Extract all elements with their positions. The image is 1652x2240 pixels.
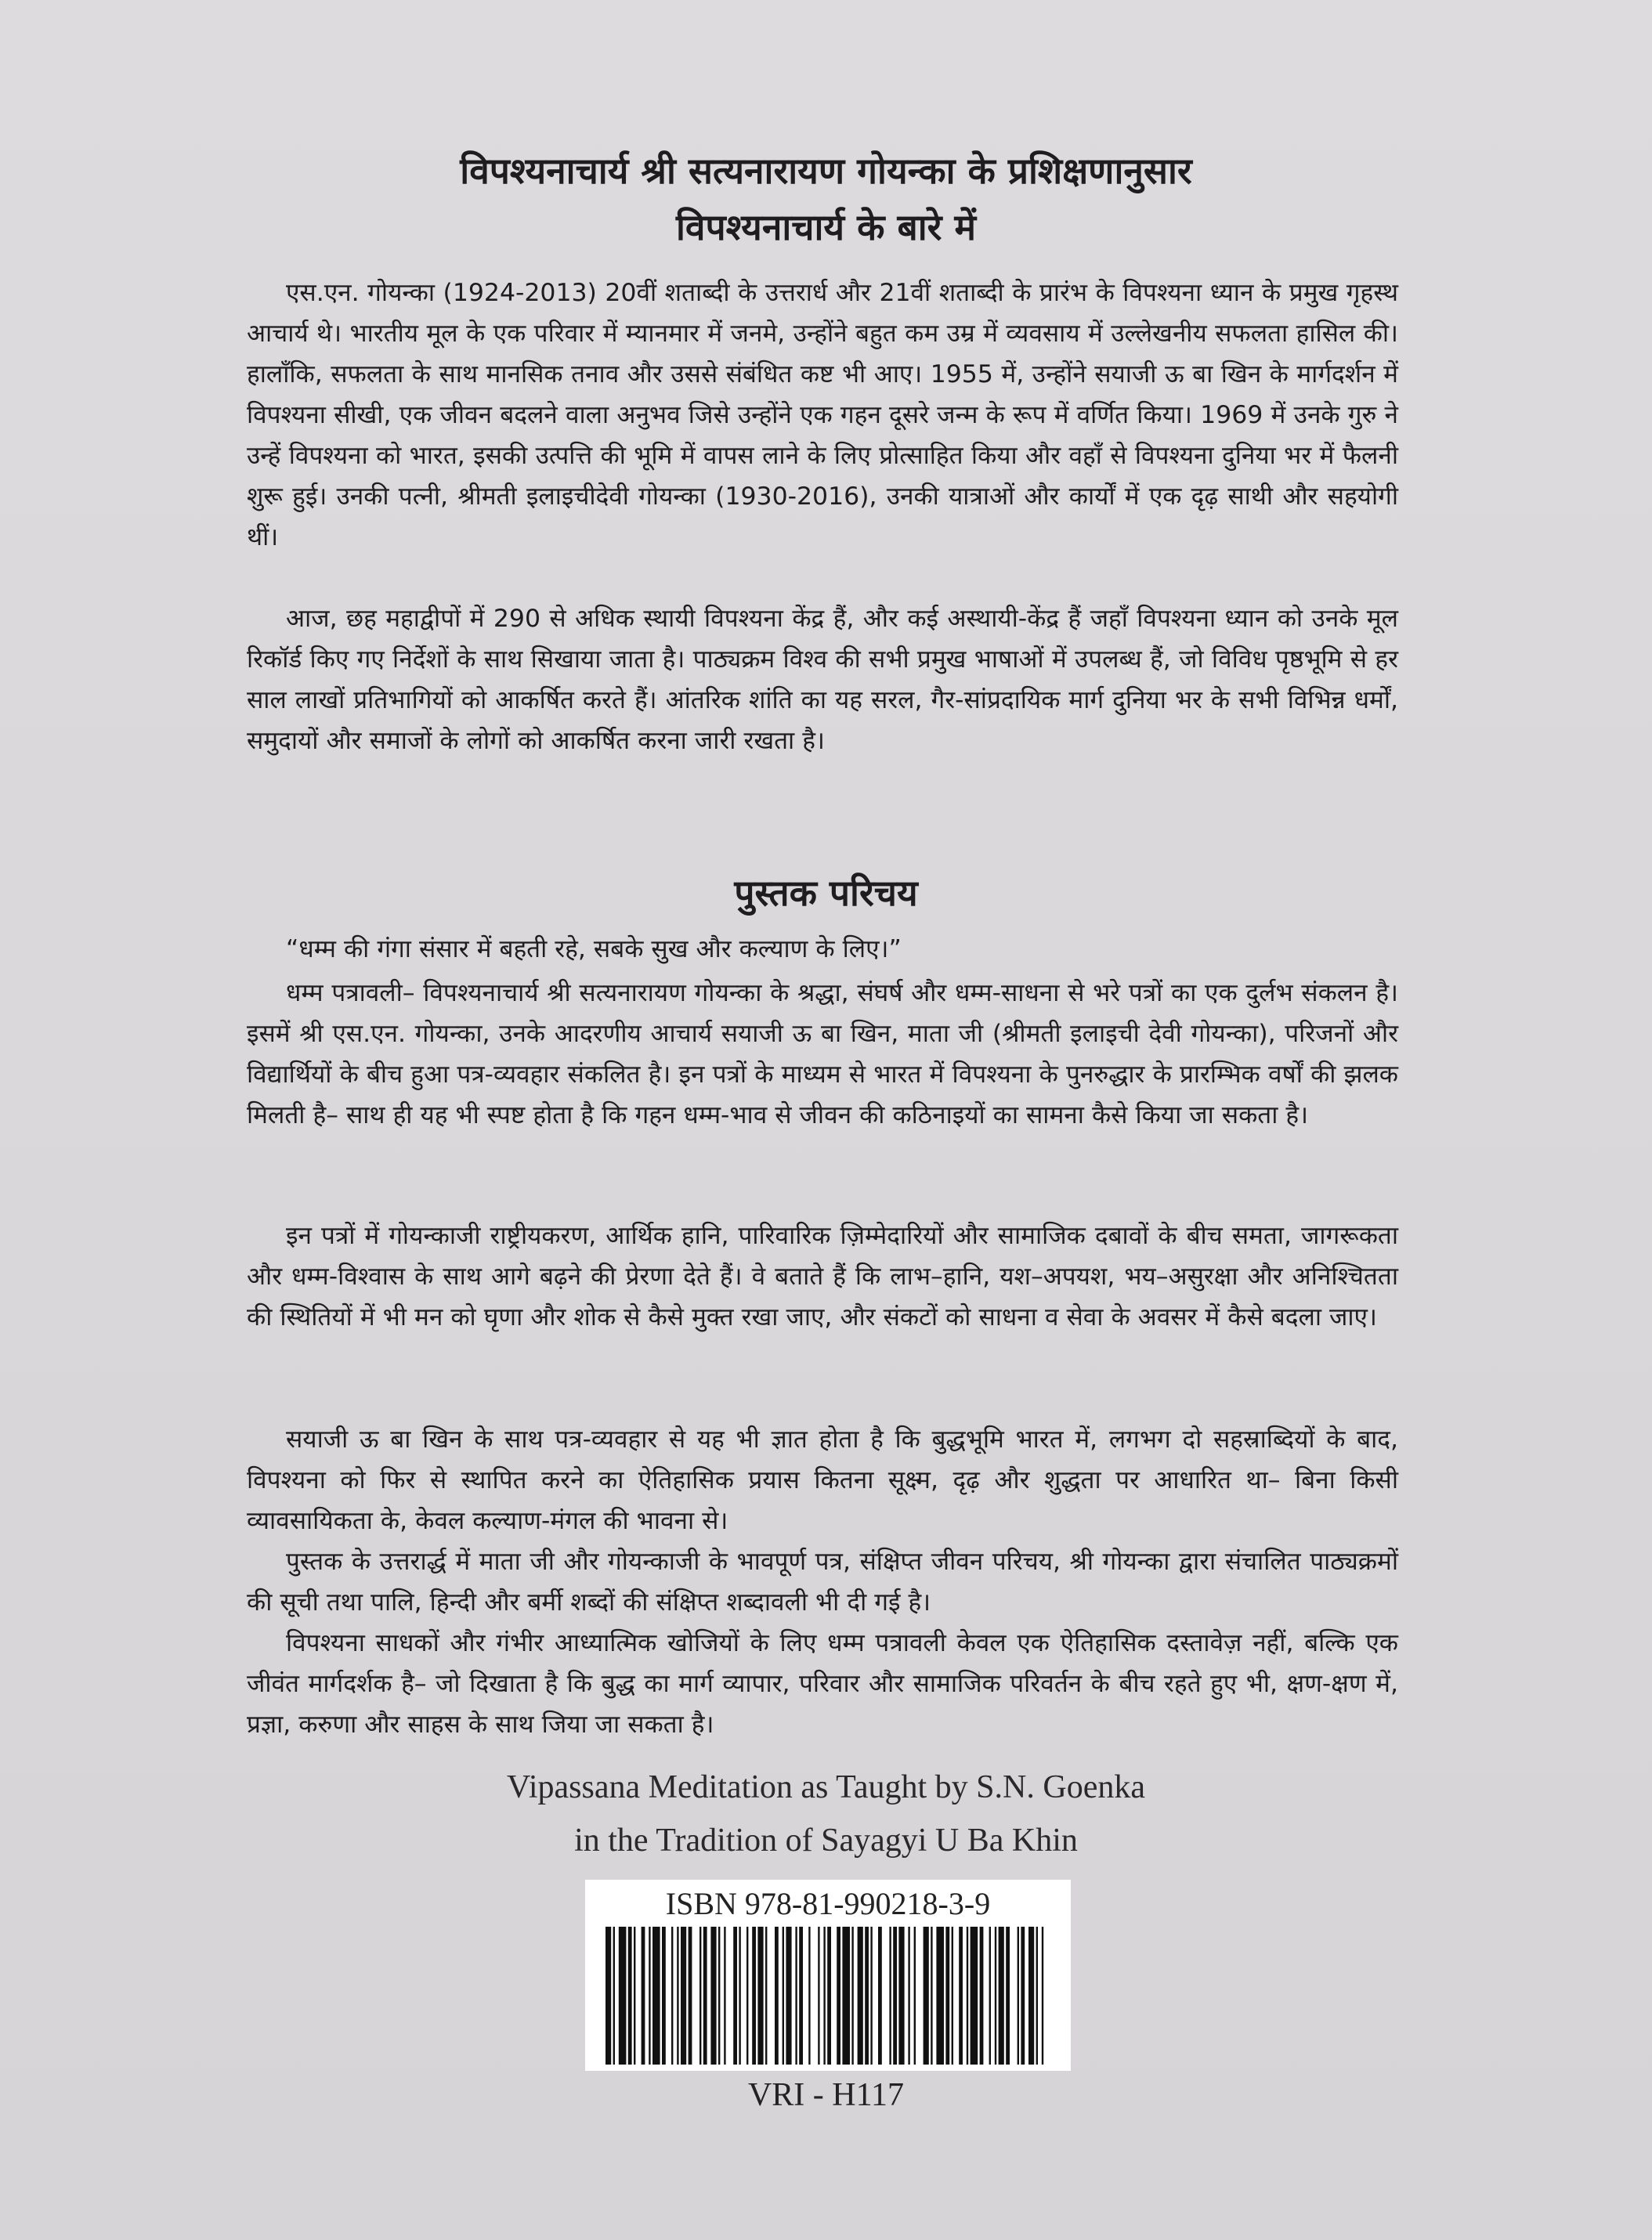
barcode-bar	[689, 1927, 692, 2065]
barcode-bar	[995, 1927, 996, 2065]
barcode-bar	[739, 1927, 740, 2065]
cover-title-line-1: विपश्यनाचार्य श्री सत्यनारायण गोयन्का के प्रशिक्षणानुसार	[460, 150, 1192, 192]
about-author-heading: विपश्यनाचार्य के बारे में	[676, 206, 976, 248]
about-paragraph-1: एस.एन. गोयन्का (1924-2013) 20वीं शताब्दी के उत्तरार्ध और 21वीं शताब्दी के प्रारंभ के विपश्यना ध्यान के प्रमुख गृहस्थ आचार्य थे। भारतीय मूल के एक परिवार में म्यानमार में जनमे, उन्होंने बहुत कम उम्र में व्यवसाय में उल्लेखनीय सफलता हासिल की। हालाँकि, सफलता के साथ मानसिक तनाव और उससे संबंधित कष्ट भी आए। 1955 में, उन्होंने सयाजी ऊ बा खिन के मार्गदर्शन में विपश्यना सीखी, एक जीवन बदलने वाला अनुभव जिसे उन्होंने एक गहन दूसरे जन्म के रूप में वर्णित किया। 1969 में उनके गुरु ने उन्हें विपश्यना को भारत, इसकी उत्पत्ति की भूमि में वापस लाने के लिए प्रोत्साहित किया और वहाँ से विपश्यना दुनिया भर में फैलनी शुरू हुई। उनकी पत्नी, श्रीमती इलाइचीदेवी गोयन्का (1930-2016), उनकी यात्राओं और कार्यों में एक दृढ़ साथी और सहयोगी थीं।	[247, 279, 1398, 551]
barcode-bar	[677, 1927, 678, 2065]
barcode-bar	[842, 1927, 850, 2065]
barcode-bar	[967, 1927, 968, 2065]
about-paragraph-2: आज, छह महाद्वीपों में 290 से अधिक स्थायी विपश्यना केंद्र हैं, और कई अस्थायी-केंद्र हैं जहाँ विपश्यना ध्यान को उनके मूल रिकॉर्ड किए गए निर्देशों के साथ सिखाया जाता है। पाठ्यक्रम विश्व की सभी प्रमुख भाषाओं में उपलब्ध हैं, जो विविध पृष्ठभूमि से हर साल लाखों प्रतिभागियों को आकर्षित करते हैं। आंतरिक शांति का यह सरल, गैर-सांप्रदायिक मार्ग दुनिया भर के सभी विभिन्न धर्मों, समुदायों और समाजों के लोगों को आकर्षित करना जारी रखता है।	[247, 605, 1398, 755]
book-paragraph-4: पुस्तक के उत्तरार्द्ध में माता जी और गोयन्काजी के भावपूर्ण पत्र, संक्षिप्त जीवन परिचय, श्री गोयन्का द्वारा संचालित पाठ्यक्रमों की सूची तथा पालि, हिन्दी और बर्मी शब्दों की संक्षिप्त शब्दावली भी दी गई है।	[247, 1548, 1398, 1617]
barcode-bar	[1018, 1927, 1019, 2065]
barcode-bar	[649, 1927, 650, 2065]
barcode-bar	[952, 1927, 953, 2065]
english-tagline-line-2: in the Tradition of Sayagyi U Ba Khin	[574, 1823, 1078, 1859]
barcode-bar	[989, 1927, 991, 2065]
barcode-bar	[818, 1927, 819, 2065]
barcode-bar	[936, 1927, 944, 2065]
barcode-bar	[642, 1927, 645, 2065]
barcode-bar	[1006, 1927, 1010, 2065]
barcode-bar	[628, 1927, 632, 2065]
barcode-bar	[703, 1927, 707, 2065]
book-paragraph-2: इन पत्रों में गोयन्काजी राष्ट्रीयकरण, आर्थिक हानि, पारिवारिक ज़िम्मेदारियों और सामाजिक दबावों के बीच समता, जागरूकता और धम्म-विश्वास के साथ आगे बढ़ने की प्रेरणा देते हैं। वे बताते हैं कि लाभ–हानि, यश–अपयश, भय–असुरक्षा और अनिश्चितता की स्थितियों में भी मन को घृणा और शोक से कैसे मुक्त रखा जाए, और संकटों को साधना व सेवा के अवसर में कैसे बदला जाए।	[247, 1222, 1398, 1331]
barcode-bar	[1028, 1927, 1034, 2065]
barcode-bar	[699, 1927, 701, 2065]
barcode-bar	[724, 1927, 725, 2065]
barcode-bar	[870, 1927, 872, 2065]
barcode-bar	[662, 1927, 666, 2065]
barcode-bar	[765, 1927, 767, 2065]
barcode-bar	[733, 1927, 737, 2065]
barcode-bar	[783, 1927, 784, 2065]
barcode-bar	[865, 1927, 869, 2065]
barcode-bar	[718, 1927, 720, 2065]
barcode-bar	[1042, 1927, 1043, 2065]
barcode-bar	[671, 1927, 673, 2065]
isbn-barcode-label	[585, 1880, 1071, 2071]
barcode-bar	[914, 1927, 916, 2065]
barcode-bar	[799, 1927, 803, 2065]
barcode-bar	[878, 1927, 882, 2065]
barcode-bar	[786, 1927, 791, 2065]
barcode-bar	[613, 1927, 615, 2065]
barcode-bar	[652, 1927, 660, 2065]
barcode-bar	[971, 1927, 978, 2065]
barcode-bar	[605, 1927, 611, 2065]
barcode-bar	[893, 1927, 897, 2065]
barcode-bar	[980, 1927, 984, 2065]
barcode-bar	[757, 1927, 763, 2065]
barcode-bar	[752, 1927, 756, 2065]
barcode-bar	[889, 1927, 891, 2065]
barcode-bar	[619, 1927, 627, 2065]
barcode-bar	[681, 1927, 686, 2065]
barcode-bar	[924, 1927, 929, 2065]
barcode-graphic	[601, 1927, 1055, 2065]
barcode-bar	[898, 1927, 904, 2065]
barcode-bar	[1036, 1927, 1038, 2065]
barcode-bar	[795, 1927, 797, 2065]
barcode-bar	[858, 1927, 863, 2065]
barcode-bar	[837, 1927, 840, 2065]
barcode-bar	[823, 1927, 825, 2065]
book-quote: “धम्म की गंगा संसार में बहती रहे, सबके सुख और कल्याण के लिए।”	[286, 935, 902, 963]
book-paragraph-5: विपश्यना साधकों और गंभीर आध्यात्मिक खोजियों के लिए धम्म पत्रावली केवल एक ऐतिहासिक दस्तावेज़ नहीं, बल्कि एक जीवंत मार्गदर्शक है– जो दिखाता है कि बुद्ध का मार्ग व्यापार, परिवार और सामाजिक परिवर्तन के बीच रहते हुए भी, क्षण-क्षण में, प्रज्ञा, करुणा और साहस के साथ जिया जा सकता है।	[247, 1629, 1398, 1739]
barcode-bar	[634, 1927, 635, 2065]
barcode-bar	[908, 1927, 909, 2065]
barcode-bar	[746, 1927, 748, 2065]
book-intro-heading: पुस्तक परिचय	[734, 872, 918, 914]
barcode-bar	[851, 1927, 853, 2065]
barcode-bar	[808, 1927, 810, 2065]
english-tagline-line-1: Vipassana Meditation as Taught by S.N. Goenka	[507, 1769, 1145, 1805]
barcode-bar	[959, 1927, 963, 2065]
isbn-number: ISBN 978-81-990218-3-9	[665, 1886, 991, 1921]
barcode-bar	[931, 1927, 932, 2065]
barcode-bar	[945, 1927, 949, 2065]
barcode-bar	[1021, 1927, 1025, 2065]
barcode-bar	[827, 1927, 831, 2065]
barcode-bar	[710, 1927, 716, 2065]
publisher-code: VRI - H117	[747, 2077, 905, 2113]
barcode-bar	[775, 1927, 779, 2065]
book-paragraph-1: धम्म पत्रावली– विपश्यनाचार्य श्री सत्यनारायण गोयन्का के श्रद्धा, संघर्ष और धम्म-साधना से भरे पत्रों का एक दुर्लभ संकलन है। इसमें श्री एस.एन. गोयन्का, उनके आदरणीय आचार्य सयाजी ऊ बा खिन, माता जी (श्रीमती इलाइची देवी गोयन्का), परिजनों और विद्यार्थियों के बीच हुआ पत्र-व्यवहार संकलित है। इन पत्रों के माध्यम से भारत में विपश्यना के पुनरुद्धार के प्रारम्भिक वर्षों की झलक मिलती है– साथ ही यह भी स्पष्ट होता है कि गहन धम्म-भाव से जीवन की कठिनाइयों का सामना कैसे किया जा सकता है।	[247, 979, 1398, 1129]
barcode-bar	[999, 1927, 1004, 2065]
book-paragraph-3: सयाजी ऊ बा खिन के साथ पत्र-व्यवहार से यह भी ज्ञात होता है कि बुद्धभूमि भारत में, लगभग दो सहस्राब्दियों के बाद, विपश्यना को फिर से स्थापित करने का ऐतिहासिक प्रयास कितना सूक्ष्म, दृढ़ और शुद्धता पर आधारित था– बिना किसी व्यावसायिकता के, केवल कल्याण-मंगल की भावना से।	[247, 1425, 1398, 1535]
